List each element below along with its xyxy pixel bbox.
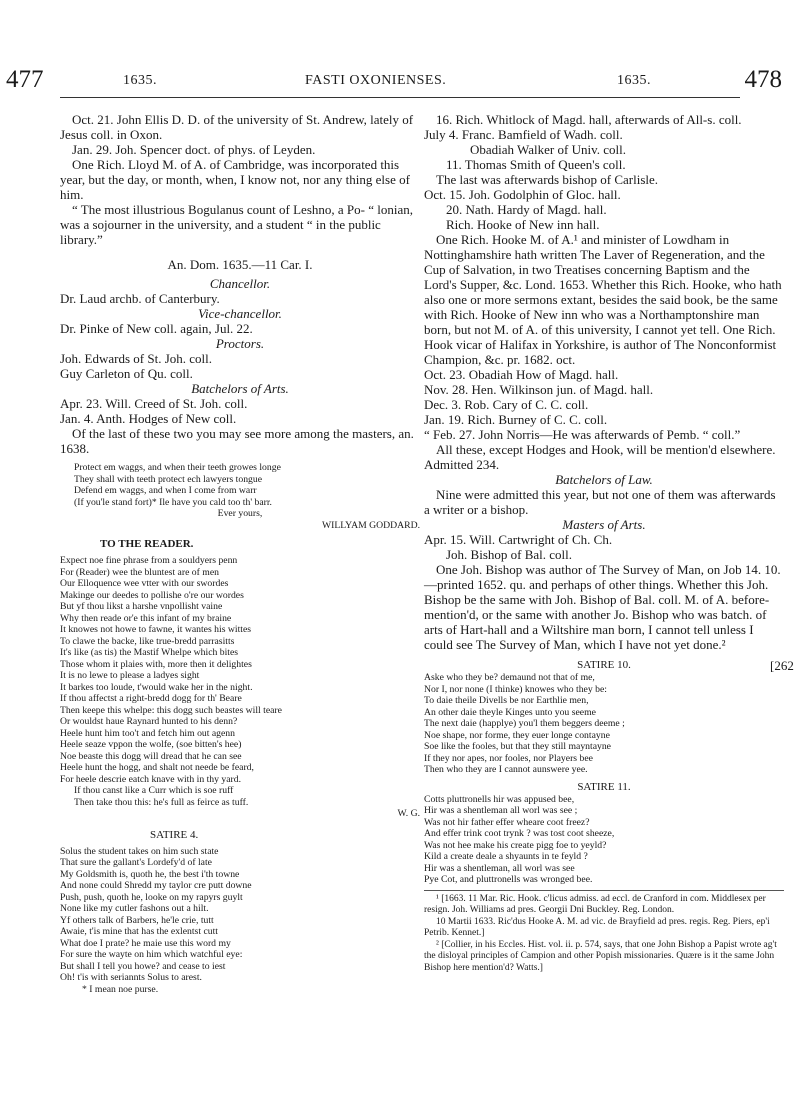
chancellor-entry: Dr. Laud archb. of Canterbury.: [60, 291, 220, 306]
page-number-right: 478: [744, 66, 782, 93]
signature-goddard: WILLYAM GODDARD.: [321, 519, 420, 531]
verse-line: Noe shape, nor forme, they euer longe contayne: [424, 729, 610, 741]
verse-satire-4: [60, 846, 420, 996]
signature-wg: W. G.: [397, 808, 420, 819]
vice-chancellor-entry: Dr. Pinke of New coll. again, Jul. 22.: [60, 321, 253, 336]
header-year-right: 1635.: [617, 73, 651, 88]
verse-line: Why then reade or'e this infant of my braine: [60, 612, 232, 624]
satire-4-heading: SATIRE 4.: [150, 828, 199, 841]
verse-line: It's like (as tis) the Mastif Whelpe which bites: [60, 647, 239, 658]
verse-line: Or wouldst haue Raynard hunted to his denn?: [60, 716, 238, 727]
entry-walker: Obadiah Walker of Univ. coll.: [470, 142, 626, 157]
verse-line: Push, push, quoth he, looke on my rapyrs guylt: [60, 891, 243, 903]
entry-creed: Apr. 23. Will. Creed of St. Joh. coll.: [60, 396, 248, 411]
chancellor-heading: Chancellor.: [209, 276, 271, 291]
entry-note-carlisle: The last was afterwards bishop of Carlisle.: [436, 172, 659, 187]
to-reader-heading: TO THE READER.: [100, 538, 194, 550]
verse-line: It barkes too loude, t'would wake her in the night.: [60, 681, 253, 693]
page-number-left: 477: [6, 66, 44, 93]
entry-hooke: Rich. Hooke of New inn hall.: [446, 217, 600, 232]
verse-line: Makinge our deedes to pollishe o're our wordes: [60, 589, 244, 601]
verse-line: It is no lewe to please a ladyes sight: [60, 670, 200, 681]
verse-line: It knowes not howe to fawne, it wantes his wittes: [60, 624, 252, 635]
verse-line: Hir was a shentleman, all worl was see: [424, 862, 575, 874]
entry-bishop-note: One Joh. Bishop was author of The Survey of Man, on Job 14. 10.—printed 1652. qu. and perhaps of other things. Whether this Joh. Bishop be the same with Joh. Bishop of Bal. coll. M. of A. before-mention'd, or the same with another Jo. Bishop who was batch. of arts of Hart-hall and a Wiltshire man born, I cannot tell unless I could see The Survey of Man, which I have not yet done.²: [424, 562, 781, 652]
verse-line: Ever yours,: [217, 508, 263, 519]
entry-hodges: Jan. 4. Anth. Hodges of New coll.: [60, 411, 237, 426]
entry-spencer: Jan. 29. Joh. Spencer doct. of phys. of Leyden.: [72, 142, 316, 157]
verse-line: An other daie theyle Kinges unto you seeme: [424, 706, 596, 718]
verse-line: Heele hunt the hogg, and shalt not neede be feard,: [60, 762, 254, 773]
verse-line: They shall with teeth protect ech lawyers tongue: [74, 473, 263, 485]
entry-godolphin: Oct. 15. Joh. Godolphin of Gloc. hall.: [424, 187, 621, 202]
verse-line: Then take thou this: he's full as feirce as tuff.: [74, 796, 249, 808]
running-title: FASTI OXONIENSES.: [305, 73, 447, 88]
entry-all-these: All these, except Hodges and Hook, will be mention'd elsewhere.: [436, 442, 776, 457]
entry-cartwright: Apr. 15. Will. Cartwright of Ch. Ch.: [424, 532, 613, 547]
verse-line: Our Elloquence wee vtter with our swordes: [60, 578, 229, 589]
verse-line: The next daie (happlye) you'l them beggers deeme ;: [424, 718, 625, 729]
verse-line: To daie theile Divells be nor Earthlie men,: [424, 695, 589, 706]
proctors-heading: Proctors.: [215, 336, 265, 351]
vice-chancellor-heading: Vice-chancellor.: [198, 306, 282, 321]
verse-line: Oh! t'is with seriannts Solus to arest.: [60, 972, 202, 983]
entry-how: Oct. 23. Obadiah How of Magd. hall.: [424, 367, 619, 382]
entry-note-masters: Of the last of these two you may see more among the masters, an. 1638.: [60, 426, 414, 456]
footnote-2: ² [Collier, in his Eccles. Hist. vol. ii. p. 574, says, that one John Bishop a Papist wrote ag't the disloyal principles of Campion and other Popish missionaries. Quære is it the same John Bishop here mention'd? Watts.]: [424, 939, 777, 973]
entry-norris: “ Feb. 27. John Norris—He was afterwards of Pemb. “ coll.”: [424, 427, 741, 442]
verse-line: Then keepe this whelpe: this dogg such beastes will teare: [60, 704, 282, 716]
verse-line: That sure the gallant's Lordefy'd of late: [60, 857, 212, 868]
entry-ellis: Oct. 21. John Ellis D. D. of the university of St. Andrew, lately of Jesus coll. in Oxon.: [60, 112, 414, 142]
verse-line: And effer trink coot trynk ? was tost coot sheeze,: [424, 828, 615, 839]
entry-law: Nine were admitted this year, but not one of them was afterwards a writer or a bishop.: [424, 487, 776, 517]
page-header: [0, 0, 800, 100]
entry-smith: 11. Thomas Smith of Queen's coll.: [446, 157, 626, 172]
verse-line: None like my cutler fashons out a hilt.: [60, 903, 209, 914]
margin-note: [262: [770, 658, 794, 673]
entry-bogulanus: “ The most illustrious Bogulanus count of Leshno, a Po- “ lonian, was a sojourner in the university, and a student “ in the public library.”: [60, 202, 413, 247]
verse-line: To clawe the backe, like true-bredd parrasitts: [60, 635, 235, 647]
verse-to-reader: [60, 555, 420, 820]
verse-line: If thou affectst a right-bredd dogg for th' Beare: [60, 693, 242, 704]
verse-line: My Goldsmith is, quoth he, the best i'th towne: [60, 868, 240, 880]
verse-line: Then who they are I cannot aunswere yee.: [424, 764, 588, 775]
verse-line: Expect noe fine phrase from a souldyers penn: [60, 555, 238, 566]
verse-line: Aske who they be? demaund not that of me,: [424, 672, 595, 683]
verse-line: If they nor apes, nor fooles, nor Players bee: [424, 752, 593, 764]
verse-line: For sure the wayte on him which watchful eye:: [60, 949, 243, 960]
verse-line: Nor I, nor none (I thinke) knowes who they be:: [424, 683, 607, 695]
verse-line: Protect em waggs, and when their teeth growes longe: [74, 462, 281, 473]
verse-line: Soe like the fooles, but that they still mayntayne: [424, 741, 611, 752]
right-column: [424, 112, 784, 974]
footnote-purse: * I mean noe purse.: [82, 983, 159, 995]
masters-heading: Masters of Arts.: [562, 517, 646, 532]
entry-wilkinson: Nov. 28. Hen. Wilkinson jun. of Magd. hall.: [424, 382, 654, 397]
verse-line: And none could Shredd my taylor cre putt downe: [60, 880, 252, 891]
proctor-carleton: Guy Carleton of Qu. coll.: [60, 366, 193, 381]
footnote-1-cont: 10 Martii 1633. Ric'dus Hooke A. M. ad vic. de Brayfield ad pres. regis. Reg. Piers, ep'i Petrib. Kennet.]: [424, 916, 770, 938]
verse-protect: [60, 462, 420, 531]
verse-line: If thou canst like a Curr which is soe ruff: [74, 785, 234, 796]
footnote-rule: [424, 890, 784, 891]
left-column: [60, 112, 420, 995]
entry-bishop: Joh. Bishop of Bal. coll.: [446, 547, 573, 562]
satire-11-heading: SATIRE 11.: [577, 780, 631, 793]
verse-line: But yf thou likst a harshe vnpollisht vaine: [60, 601, 223, 612]
proctor-edwards: Joh. Edwards of St. Joh. coll.: [60, 351, 213, 366]
satire-10-heading: SATIRE 10.: [577, 659, 631, 671]
verse-line: Kild a create deale a shyaunts in te feyld ?: [424, 851, 588, 862]
verse-line: (If you'le stand fort)* Ile have you cald too th' barr.: [74, 496, 272, 508]
entry-cary: Dec. 3. Rob. Cary of C. C. coll.: [424, 397, 589, 412]
entry-admitted: Admitted 234.: [424, 457, 500, 472]
batchelors-arts-heading: Batchelors of Arts.: [191, 381, 289, 396]
entry-bamfield: July 4. Franc. Bamfield of Wadh. coll.: [424, 127, 623, 142]
entry-hooke-note: One Rich. Hooke M. of A.¹ and minister of Lowdham in Nottinghamshire hath written The Laver of Regeneration, and the Cup of Salvation, in two Treatises concerning Baptism and the Lord's Supper, &c. Lond. 1653. Whether this Rich. Hooke, who hath also one or more sermons extant, besides the said book, be the same with Rich. Hooke of New inn who was a Northamptonshire man born, but not M. of A. of this university, I cannot yet tell. One Rich. Hook vicar of Halifax in Yorkshire, is author of The Nonconformist Champion, &c. pr. 1682. oct.: [424, 232, 782, 367]
verse-line: Was not hee make his create pigg foe to yeyld?: [424, 839, 607, 851]
header-year-left: 1635.: [123, 73, 157, 88]
entry-burney: Jan. 19. Rich. Burney of C. C. coll.: [424, 412, 608, 427]
verse-line: Cotts pluttronells hir was appused bee,: [424, 793, 575, 805]
verse-line: Awaie, t'is mine that has the exlentst cutt: [60, 926, 218, 937]
footnote-1: ¹ [1663. 11 Mar. Ric. Hook. c'licus admiss. ad eccl. de Cranford in com. Middlesex per resign. Joh. Williams ad pres. Georgii Dni Buckley. Reg. London.: [424, 893, 766, 915]
verse-line: But shall I tell you howe? and cease to iest: [60, 960, 226, 972]
verse-satire-10: [424, 672, 784, 776]
verse-line: Was not hir father effer wheare coot freez?: [424, 816, 590, 828]
verse-line: Yf others talk of Barbers, he'le crie, tutt: [60, 914, 214, 926]
verse-line: What doe I prate? he maie use this word my: [60, 937, 231, 949]
header-rule: [60, 97, 740, 98]
verse-line: Defend em waggs, and when I come from warr: [74, 485, 257, 496]
batchelors-law-heading: Batchelors of Law.: [555, 472, 653, 487]
verse-line: For heele descrie eatch knave with in thy yard.: [60, 773, 242, 785]
verse-line: Noe beaste this dogg will dread that he can see: [60, 750, 242, 762]
verse-line: Hir was a shentleman all worl was see ;: [424, 805, 578, 816]
verse-line: Heele hunt him too't and fetch him out agenn: [60, 727, 235, 739]
entry-whitlock: 16. Rich. Whitlock of Magd. hall, afterwards of All-s. coll.: [436, 112, 742, 127]
year-heading: An. Dom. 1635.—11 Car. I.: [167, 257, 313, 272]
verse-line: Pye Cot, and pluttronells was wronged bee.: [424, 874, 593, 885]
verse-line: For (Reader) wee the bluntest are of men: [60, 566, 219, 578]
entry-hardy: 20. Nath. Hardy of Magd. hall.: [446, 202, 607, 217]
verse-line: Solus the student takes on him such state: [60, 845, 219, 857]
verse-satire-11: [424, 794, 784, 886]
entry-lloyd: One Rich. Lloyd M. of A. of Cambridge, was incorporated this year, but the day, or month, when, I know not, nor any thing else of him.: [60, 157, 410, 202]
verse-line: Those whom it plaies with, more then it delightes: [60, 658, 252, 670]
verse-line: Heele seaze vppon the wolfe, (soe bitten's hee): [60, 739, 242, 750]
